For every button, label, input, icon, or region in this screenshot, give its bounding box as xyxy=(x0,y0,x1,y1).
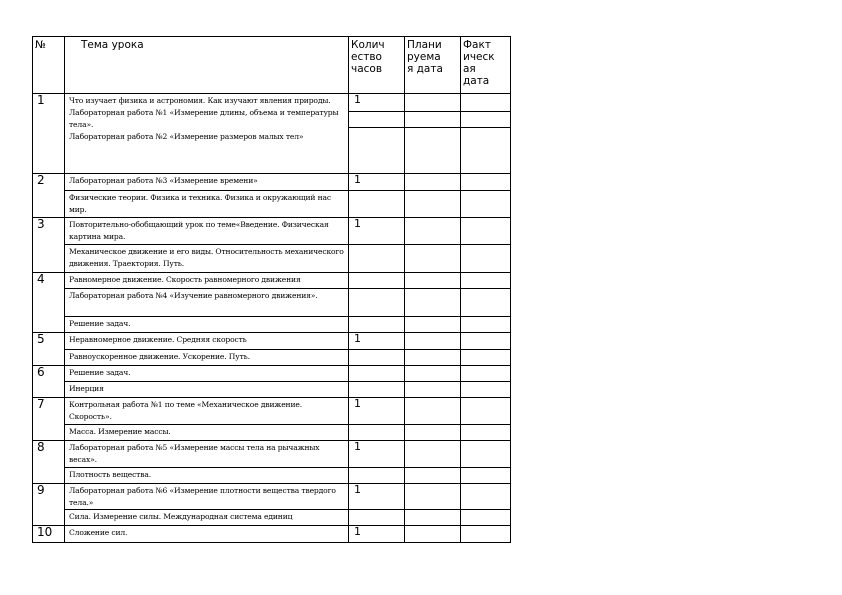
lesson-topic: Неравномерное движение. Средняя скорость xyxy=(65,333,349,350)
header-planned-line: Плани xyxy=(407,39,442,51)
table-row xyxy=(33,382,511,398)
table-row xyxy=(33,191,511,218)
planned-date-cell xyxy=(405,510,461,526)
header-theme: Тема урока xyxy=(65,37,349,94)
header-planned-line: руема xyxy=(407,51,441,63)
lesson-topic: Физические теории. Физика и техника. Физика и окружающий нас мир. xyxy=(65,191,349,218)
hours-cell xyxy=(349,191,405,218)
hours-cell xyxy=(349,366,405,382)
planned-date-cell xyxy=(405,128,461,174)
hours-cell: 1 xyxy=(349,526,405,543)
hours-cell xyxy=(349,128,405,174)
table-row xyxy=(33,317,511,333)
lesson-number: 7 xyxy=(33,398,65,441)
planned-date-cell xyxy=(405,174,461,191)
lesson-number: 9 xyxy=(33,484,65,526)
planned-date-cell xyxy=(405,382,461,398)
header-actual-line: ая xyxy=(463,63,476,75)
lesson-topic: Сложение сил. xyxy=(65,526,349,543)
planned-date-cell xyxy=(405,333,461,350)
hours-cell xyxy=(349,289,405,317)
planned-date-cell xyxy=(405,468,461,484)
planned-date-cell xyxy=(405,350,461,366)
planned-date-cell xyxy=(405,366,461,382)
hours-cell: 1 xyxy=(349,484,405,510)
planned-date-cell xyxy=(405,289,461,317)
lesson-topic xyxy=(65,94,349,174)
lesson-topic: Масса. Измерение массы. xyxy=(65,425,349,441)
actual-date-cell xyxy=(461,441,511,468)
lesson-topic: Повторительно-обобщающий урок по теме«Введение. Физическая картина мира. xyxy=(65,218,349,245)
lesson-plan-table xyxy=(32,36,511,543)
table-row xyxy=(33,425,511,441)
table-row xyxy=(33,174,511,191)
header-hours-line: ество xyxy=(351,51,382,63)
header-num: № xyxy=(33,37,65,94)
actual-date-cell xyxy=(461,273,511,289)
hours-cell: 1 xyxy=(349,174,405,191)
actual-date-cell xyxy=(461,112,511,128)
hours-cell: 1 xyxy=(349,94,405,112)
header-hours xyxy=(349,37,405,94)
table-row xyxy=(33,510,511,526)
lesson-topic: Инерция xyxy=(65,382,349,398)
actual-date-cell xyxy=(461,382,511,398)
planned-date-cell xyxy=(405,112,461,128)
actual-date-cell xyxy=(461,94,511,112)
hours-cell xyxy=(349,468,405,484)
actual-date-cell xyxy=(461,191,511,218)
hours-cell xyxy=(349,350,405,366)
lesson-topic: Контрольная работа №1 по теме «Механическое движение. Скорость». xyxy=(65,398,349,425)
table-row xyxy=(33,245,511,273)
lesson-topic: Механическое движение и его виды. Относительность механического движения. Траектория. Путь. xyxy=(65,245,349,273)
actual-date-cell xyxy=(461,174,511,191)
table-row xyxy=(33,526,511,543)
hours-cell xyxy=(349,510,405,526)
actual-date-cell xyxy=(461,289,511,317)
actual-date-cell xyxy=(461,128,511,174)
lesson-topic: Равноускоренное движение. Ускорение. Путь. xyxy=(65,350,349,366)
header-hours-line: часов xyxy=(351,63,383,75)
table-row xyxy=(33,398,511,425)
lesson-topic: Решение задач. xyxy=(65,366,349,382)
table-row xyxy=(33,441,511,468)
hours-cell xyxy=(349,112,405,128)
actual-date-cell xyxy=(461,218,511,245)
planned-date-cell xyxy=(405,441,461,468)
planned-date-cell xyxy=(405,218,461,245)
hours-cell: 1 xyxy=(349,441,405,468)
hours-cell xyxy=(349,317,405,333)
lesson-topic: Лабораторная работа №5 «Измерение массы тела на рычажных весах». xyxy=(65,441,349,468)
topic-line: Лабораторная работа №2 «Измерение размеров малых тел» xyxy=(69,132,304,141)
hours-cell: 1 xyxy=(349,333,405,350)
lesson-topic: Плотность вещества. xyxy=(65,468,349,484)
actual-date-cell xyxy=(461,526,511,543)
hours-cell xyxy=(349,273,405,289)
header-actual-line: ическ xyxy=(463,51,495,63)
lesson-topic: Лабораторная работа №6 «Измерение плотности вещества твердого тела.» xyxy=(65,484,349,510)
planned-date-cell xyxy=(405,484,461,510)
table-row xyxy=(33,289,511,317)
lesson-topic: Решение задач. xyxy=(65,317,349,333)
table-row xyxy=(33,350,511,366)
table-row xyxy=(33,94,511,112)
planned-date-cell xyxy=(405,245,461,273)
header-planned-line: я дата xyxy=(407,63,443,75)
lesson-number: 5 xyxy=(33,333,65,366)
lesson-topic: Равномерное движение. Скорость равномерного движения xyxy=(65,273,349,289)
lesson-number: 3 xyxy=(33,218,65,273)
hours-cell: 1 xyxy=(349,218,405,245)
actual-date-cell xyxy=(461,484,511,510)
actual-date-cell xyxy=(461,468,511,484)
actual-date-cell xyxy=(461,350,511,366)
actual-date-cell xyxy=(461,333,511,350)
lesson-number: 2 xyxy=(33,174,65,218)
header-actual-line: дата xyxy=(463,75,490,87)
planned-date-cell xyxy=(405,526,461,543)
header-actual-line: Факт xyxy=(463,39,491,51)
header-actual-date xyxy=(461,37,511,94)
actual-date-cell xyxy=(461,245,511,273)
actual-date-cell xyxy=(461,366,511,382)
table-row xyxy=(33,468,511,484)
lesson-topic: Лабораторная работа №3 «Измерение времени» xyxy=(65,174,349,191)
topic-line: Что изучает физика и астрономия. Как изучают явления природы. xyxy=(69,96,331,105)
header-planned-date xyxy=(405,37,461,94)
planned-date-cell xyxy=(405,94,461,112)
lesson-number: 8 xyxy=(33,441,65,484)
hours-cell xyxy=(349,382,405,398)
planned-date-cell xyxy=(405,425,461,441)
table-row xyxy=(33,333,511,350)
planned-date-cell xyxy=(405,317,461,333)
hours-cell xyxy=(349,245,405,273)
topic-line: Лабораторная работа №1 «Измерение длины, объема и температуры тела». xyxy=(69,108,339,129)
table-row xyxy=(33,273,511,289)
actual-date-cell xyxy=(461,510,511,526)
lesson-number: 10 xyxy=(33,526,65,543)
lesson-number: 1 xyxy=(33,94,65,174)
hours-cell xyxy=(349,425,405,441)
table-row xyxy=(33,366,511,382)
hours-cell: 1 xyxy=(349,398,405,425)
planned-date-cell xyxy=(405,273,461,289)
actual-date-cell xyxy=(461,398,511,425)
table-row xyxy=(33,218,511,245)
actual-date-cell xyxy=(461,425,511,441)
header-hours-line: Колич xyxy=(351,39,385,51)
lesson-number: 4 xyxy=(33,273,65,333)
table-row xyxy=(33,484,511,510)
planned-date-cell xyxy=(405,191,461,218)
actual-date-cell xyxy=(461,317,511,333)
lesson-topic: Лабораторная работа №4 «Изучение равномерного движения». xyxy=(65,289,349,317)
header-row xyxy=(33,37,511,94)
lesson-topic: Сила. Измерение силы. Международная система единиц xyxy=(65,510,349,526)
lesson-number: 6 xyxy=(33,366,65,398)
planned-date-cell xyxy=(405,398,461,425)
